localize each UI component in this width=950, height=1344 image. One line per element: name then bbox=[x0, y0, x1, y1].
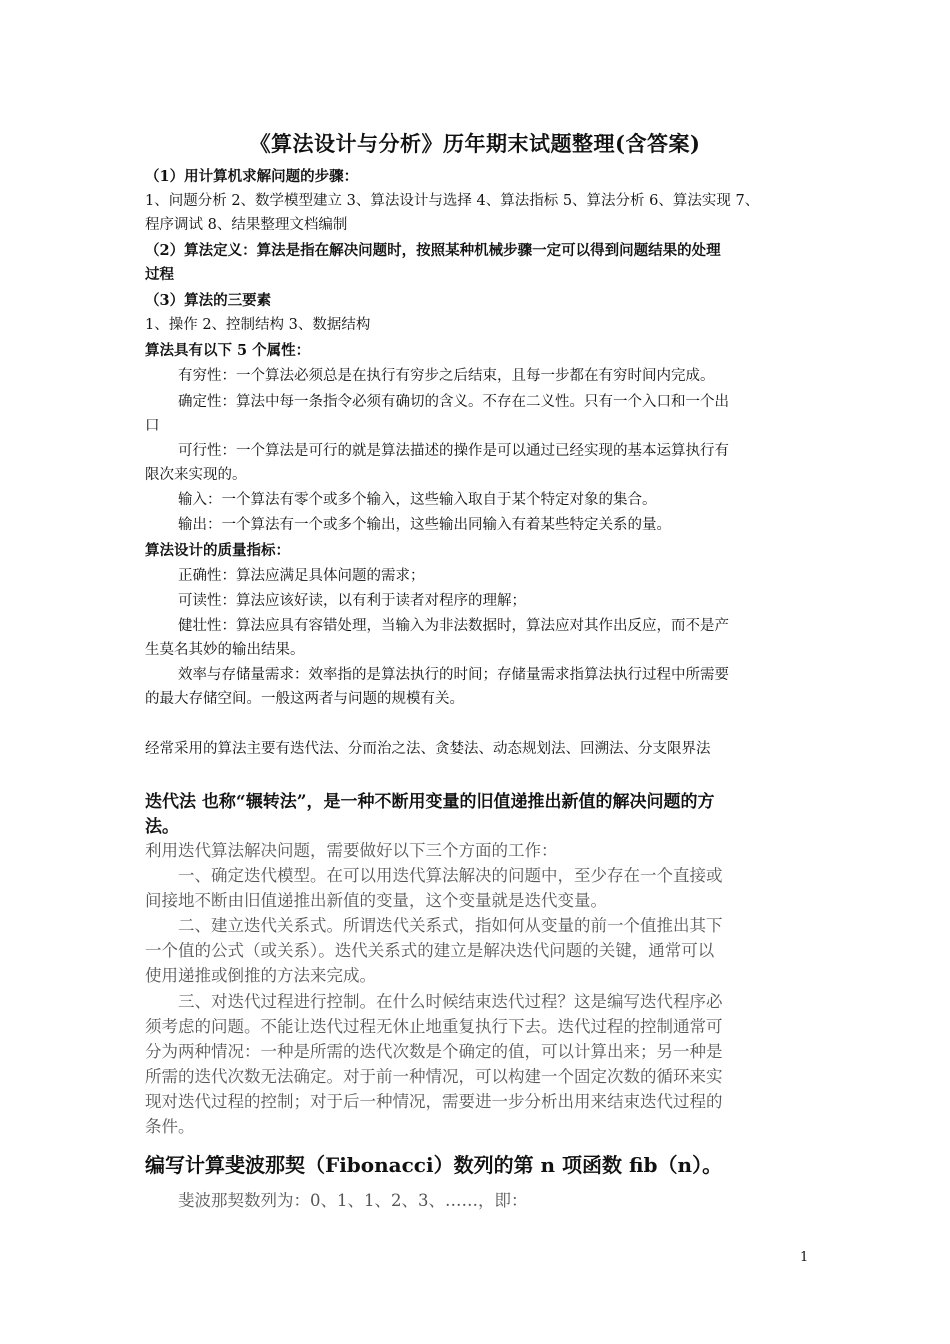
iteration-step-2-line-2: 一个值的公式（或关系）。迭代关系式的建立是解决迭代问题的关键，通常可以 bbox=[145, 941, 715, 960]
iteration-step-3-line-4: 所需的迭代次数无法确定。对于前一种情况，可以构建一个固定次数的循环来实 bbox=[145, 1067, 723, 1086]
quality-efficiency-2: 的最大存储空间。一般这两者与问题的规模有关。 bbox=[145, 691, 464, 707]
iteration-step-1-line-2: 间接地不断由旧值递推出新值的变量，这个变量就是迭代变量。 bbox=[145, 891, 607, 910]
quality-correctness: 正确性：算法应满足具体问题的需求； bbox=[178, 568, 425, 584]
iteration-step-2-line-3: 使用递推或倒推的方法来完成。 bbox=[145, 966, 376, 985]
property-definiteness-1: 确定性：算法中每一条指令必须有确切的含义。不存在二义性。只有一个入口和一个出 bbox=[178, 394, 729, 410]
quality-efficiency-1: 效率与存储量需求：效率指的是算法执行的时间；存储量需求指算法执行过程中所需要 bbox=[178, 667, 729, 683]
property-feasibility-2: 限次来实现的。 bbox=[145, 467, 247, 483]
iteration-intro: 利用迭代算法解决问题，需要做好以下三个方面的工作： bbox=[145, 841, 558, 860]
property-output: 输出：一个算法有一个或多个输出，这些输出同输入有着某些特定关系的量。 bbox=[178, 517, 671, 533]
iteration-heading-2: 法。 bbox=[145, 817, 179, 837]
section-3-heading: （3）算法的三要素 bbox=[145, 292, 272, 309]
iteration-step-2-line-1: 二、建立迭代关系式。所谓迭代关系式，指如何从变量的前一个值推出其下 bbox=[178, 916, 723, 935]
iteration-step-3-line-2: 须考虑的问题。不能让迭代过程无休止地重复执行下去。迭代过程的控制通常可 bbox=[145, 1017, 723, 1036]
fibonacci-heading: 编写计算斐波那契（Fibonacci）数列的第 n 项函数 fib（n）。 bbox=[145, 1153, 723, 1177]
iteration-step-3-line-1: 三、对迭代过程进行控制。在什么时候结束迭代过程？这是编写迭代程序必 bbox=[178, 992, 723, 1011]
quality-robustness-2: 生莫名其妙的输出结果。 bbox=[145, 642, 305, 658]
quality-heading: 算法设计的质量指标： bbox=[145, 542, 290, 559]
section-1-line-1: 1、问题分析 2、数学模型建立 3、算法设计与选择 4、算法指标 5、算法分析 6、算法实现 7、 bbox=[145, 193, 760, 209]
properties-heading: 算法具有以下 5 个属性： bbox=[145, 342, 311, 359]
section-3-line-1: 1、操作 2、控制结构 3、数据结构 bbox=[145, 317, 371, 333]
iteration-step-3-line-5: 现对迭代过程的控制；对于后一种情况，需要进一步分析出用来结束迭代过程的 bbox=[145, 1092, 723, 1111]
section-1-line-2: 程序调试 8、结果整理文档编制 bbox=[145, 217, 348, 233]
document-title: 《算法设计与分析》历年期末试题整理(含答案) bbox=[249, 131, 701, 156]
fibonacci-line-1: 斐波那契数列为：0、1、1、2、3、……，即： bbox=[178, 1191, 528, 1210]
section-2-line-1: （2）算法定义：算法是指在解决问题时，按照某种机械步骤一定可以得到问题结果的处理 bbox=[145, 242, 721, 259]
iteration-step-3-line-6: 条件。 bbox=[145, 1117, 195, 1136]
quality-robustness-1: 健壮性：算法应具有容错处理，当输入为非法数据时，算法应对其作出反应，而不是产 bbox=[178, 618, 729, 634]
iteration-heading-1: 迭代法 也称“辗转法”，是一种不断用变量的旧值递推出新值的解决问题的方 bbox=[145, 792, 715, 812]
property-input: 输入：一个算法有零个或多个输入，这些输入取自于某个特定对象的集合。 bbox=[178, 492, 657, 508]
property-feasibility-1: 可行性：一个算法是可行的就是算法描述的操作是可以通过已经实现的基本运算执行有 bbox=[178, 443, 729, 459]
section-2-line-2: 过程 bbox=[145, 266, 174, 283]
quality-readability: 可读性：算法应该好读，以有利于读者对程序的理解； bbox=[178, 593, 526, 609]
iteration-step-3-line-3: 分为两种情况：一种是所需的迭代次数是个确定的值，可以计算出来；另一种是 bbox=[145, 1042, 723, 1061]
section-1-heading: （1）用计算机求解问题的步骤： bbox=[145, 168, 359, 185]
common-algorithms: 经常采用的算法主要有迭代法、分而治之法、贪婪法、动态规划法、回溯法、分支限界法 bbox=[145, 741, 711, 757]
property-finiteness: 有穷性：一个算法必须总是在执行有穷步之后结束，且每一步都在有穷时间内完成。 bbox=[178, 368, 715, 384]
iteration-step-1-line-1: 一、确定迭代模型。在可以用迭代算法解决的问题中，至少存在一个直接或 bbox=[178, 866, 723, 885]
page-number: 1 bbox=[800, 1250, 809, 1265]
property-definiteness-2: 口 bbox=[145, 418, 160, 434]
